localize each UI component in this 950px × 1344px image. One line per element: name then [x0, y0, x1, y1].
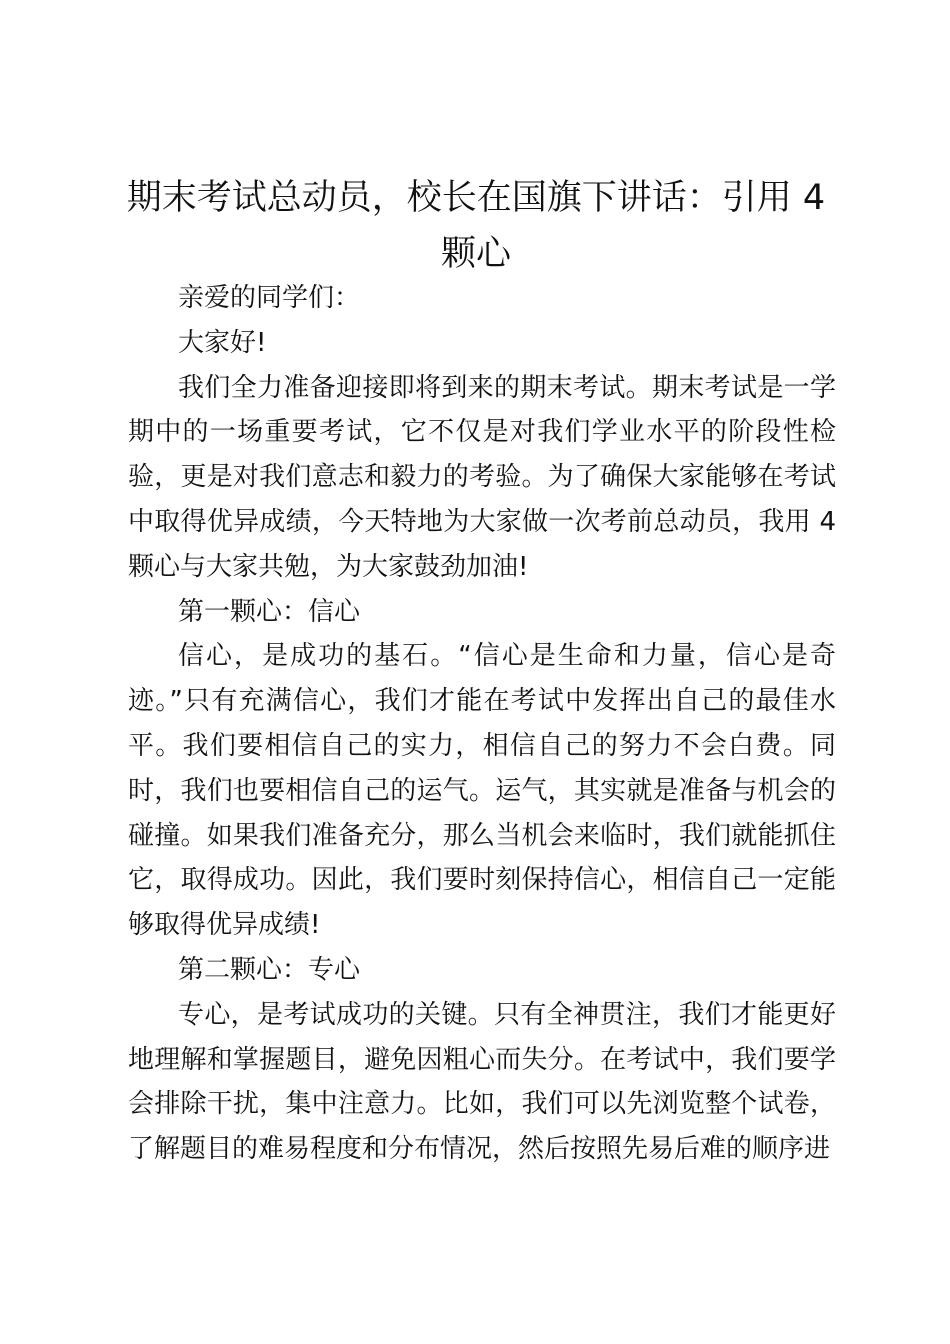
intro-paragraph: 我们全力准备迎接即将到来的期末考试。期末考试是一学期中的一场重要考试，它不仅是对我们学业水平的阶段性检验，更是对我们意志和毅力的考验。为了确保大家能够在考试中取得优异成绩，今天特地为大家做一次考前总动员，我用 4 颗心与大家共勉，为大家鼓劲加油! [128, 372, 836, 582]
focus-paragraph: 专心，是考试成功的关键。只有全神贯注，我们才能更好地理解和掌握题目，避免因粗心而失分。在考试中，我们要学会排除干扰，集中注意力。比如，我们可以先浏览整个试卷，了解题目的难易程度和分布情况，然后按照先易后难的顺序进 [128, 999, 836, 1165]
section-heading-focus: 第二颗心：专心 [178, 954, 361, 985]
greeting: 大家好! [178, 327, 267, 358]
document-title: 期末考试总动员，校长在国旗下讲话：引用 4 颗心 [126, 178, 826, 274]
confidence-paragraph: 信心，是成功的基石。“信心是生命和力量，信心是奇迹。”只有充满信心，我们才能在考试中发挥出自己的最佳水平。我们要相信自己的实力，相信自己的努力不会白费。同时，我们也要相信自己的运气。运气，其实就是准备与机会的碰撞。如果我们准备充分，那么当机会来临时，我们就能抓住它，取得成功。因此，我们要时刻保持信心，相信自己一定能够取得优异成绩! [128, 641, 836, 941]
document-body [128, 276, 836, 1172]
salutation: 亲爱的同学们： [178, 283, 361, 313]
section-heading-confidence: 第一颗心：信心 [178, 596, 361, 627]
